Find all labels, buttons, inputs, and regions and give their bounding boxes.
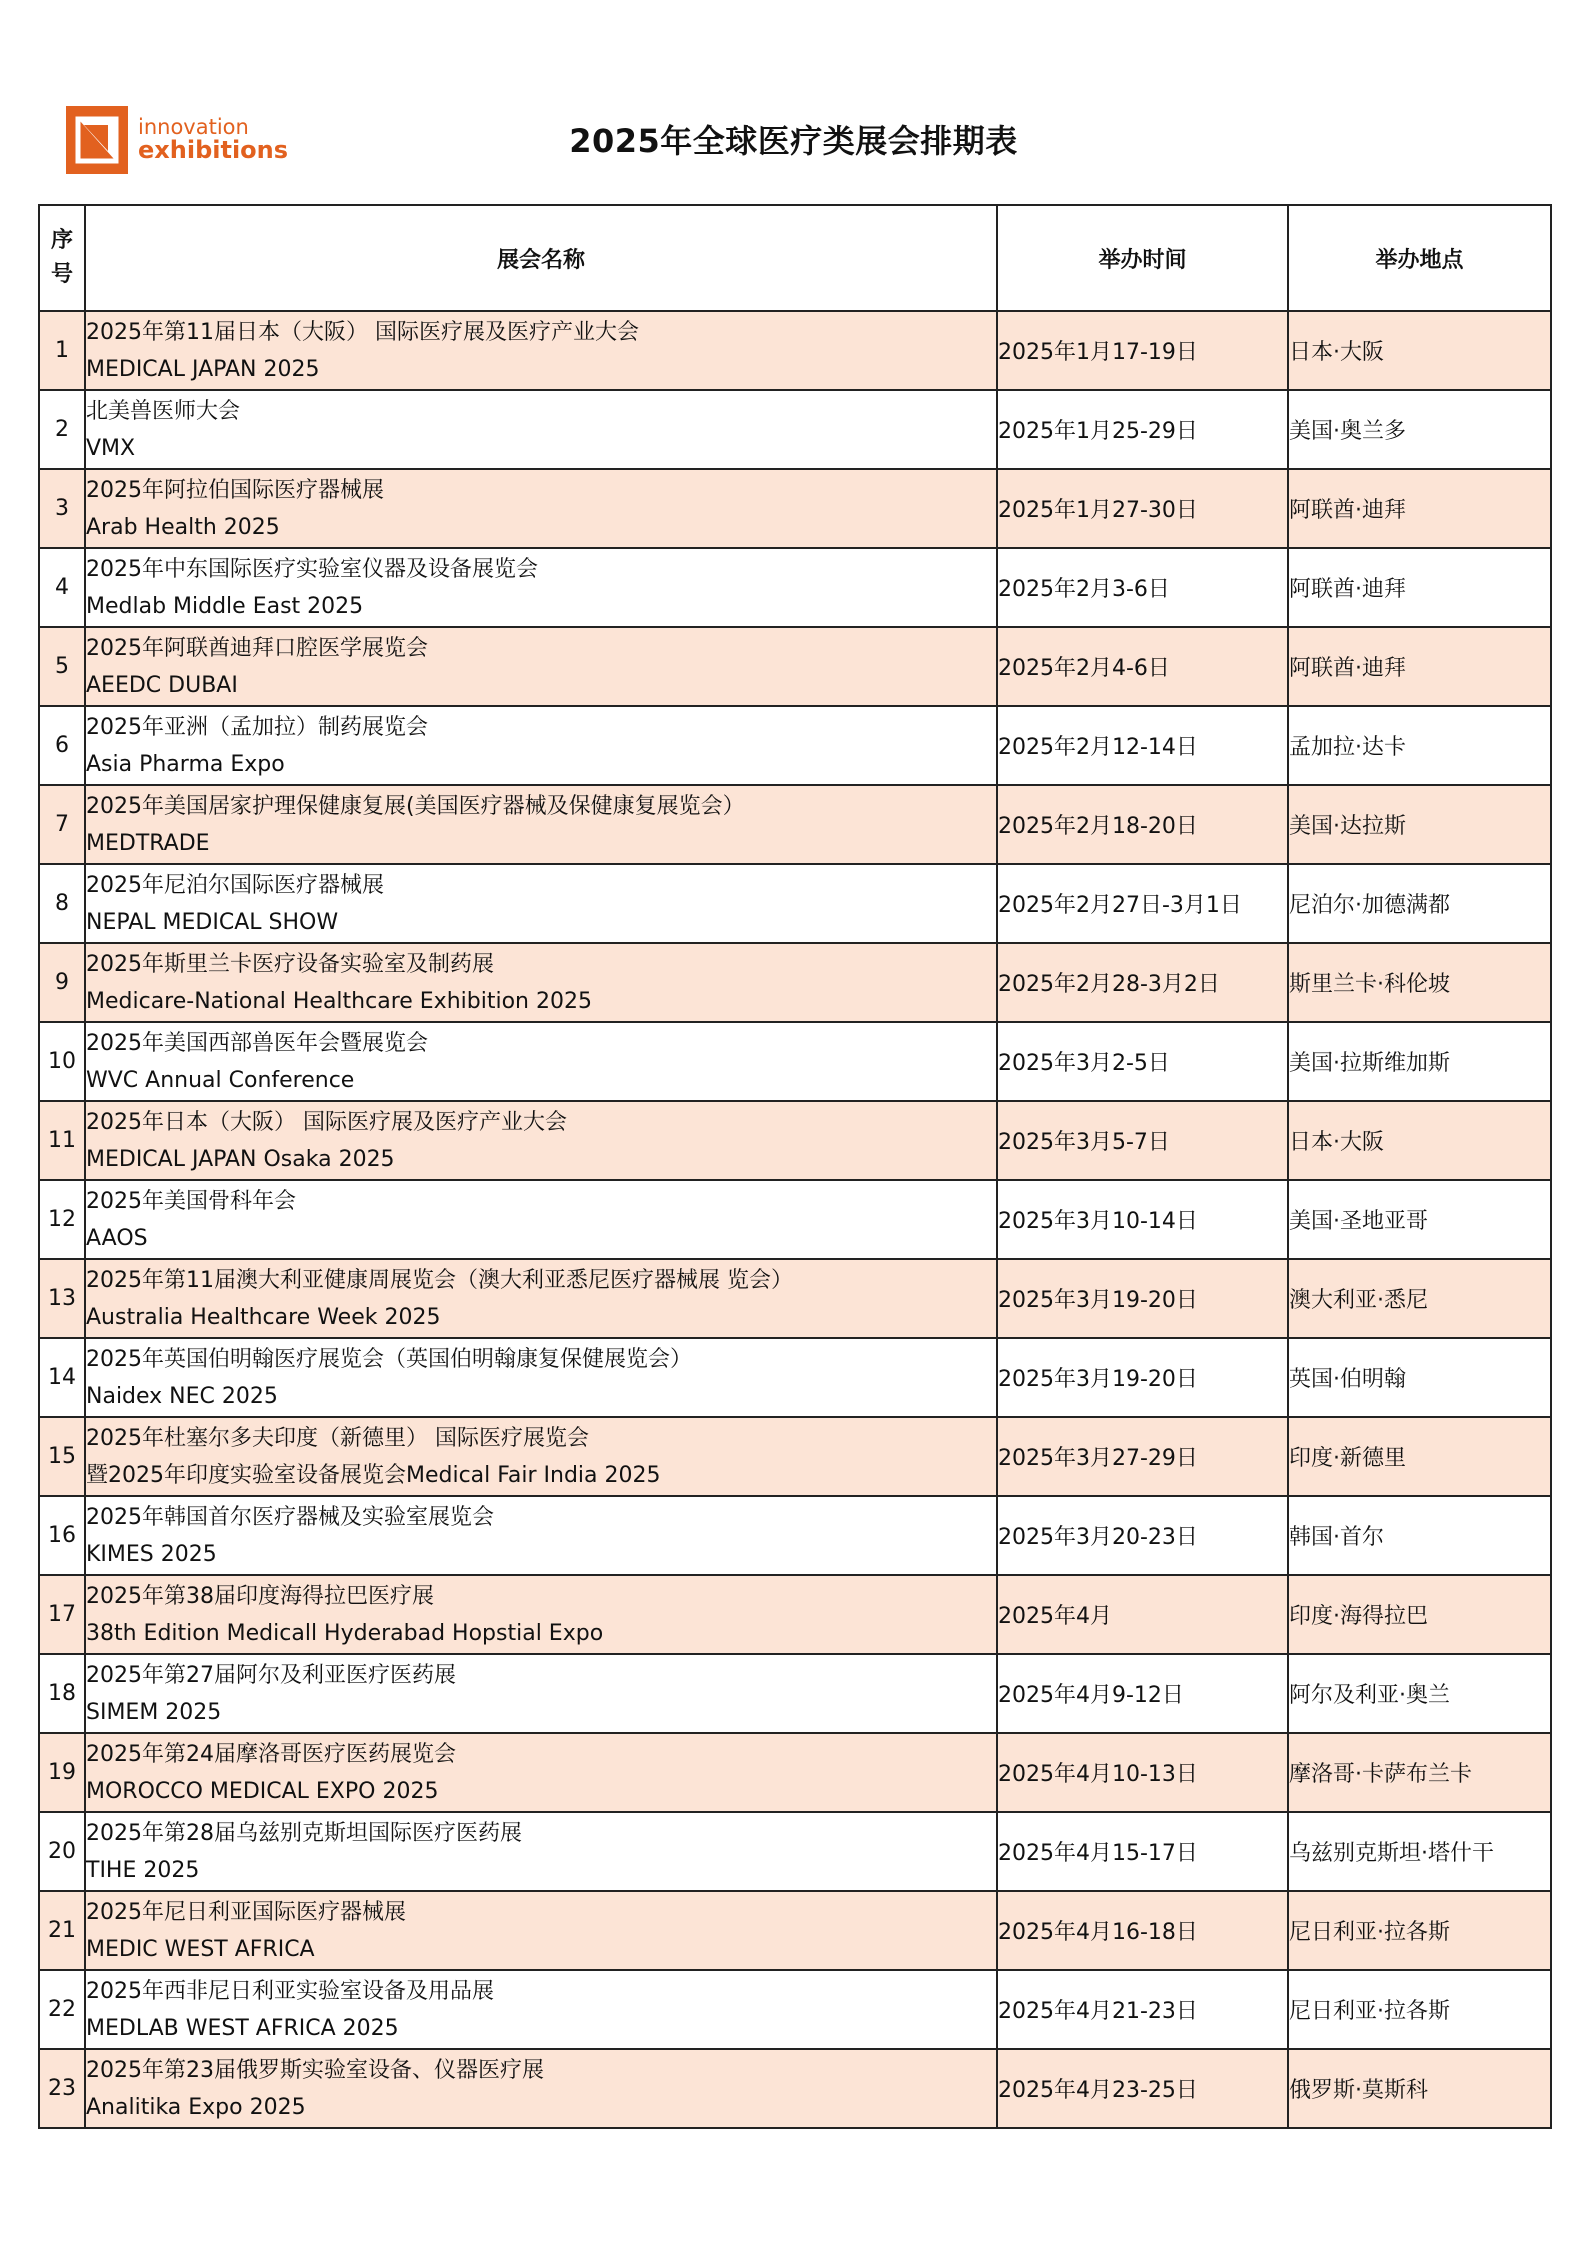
table-row [39, 1338, 1551, 1417]
exhibition-name-english: AEEDC DUBAI [86, 672, 238, 698]
table-row [39, 1733, 1551, 1812]
row-serial-number: 12 [39, 1180, 85, 1259]
row-venue: 英国·伯明翰 [1288, 1338, 1551, 1417]
row-serial-number: 1 [39, 311, 85, 390]
row-serial-number: 7 [39, 785, 85, 864]
row-serial-number: 16 [39, 1496, 85, 1575]
row-venue: 美国·圣地亚哥 [1288, 1180, 1551, 1259]
row-date: 2025年3月2-5日 [997, 1022, 1288, 1101]
row-venue: 日本·大阪 [1288, 1101, 1551, 1180]
document-title: 2025年全球医疗类展会排期表 [569, 122, 1018, 160]
header-date: 举办时间 [997, 205, 1288, 311]
row-date: 2025年4月10-13日 [997, 1733, 1288, 1812]
table-body [39, 311, 1551, 2128]
row-venue: 乌兹别克斯坦·塔什干 [1288, 1812, 1551, 1891]
row-serial-number: 6 [39, 706, 85, 785]
row-venue: 阿联酋·迪拜 [1288, 548, 1551, 627]
exhibition-name-english: Australia Healthcare Week 2025 [86, 1304, 441, 1330]
exhibition-name-chinese: 2025年日本（大阪） 国际医疗展及医疗产业大会 [86, 1109, 567, 1135]
exhibition-name-chinese: 2025年阿联酋迪拜口腔医学展览会 [86, 635, 428, 661]
row-venue: 斯里兰卡·科伦坡 [1288, 943, 1551, 1022]
row-serial-number: 22 [39, 1970, 85, 2049]
exhibition-name-chinese: 2025年阿拉伯国际医疗器械展 [86, 477, 384, 503]
row-date: 2025年2月27日-3月1日 [997, 864, 1288, 943]
row-exhibition-name [85, 864, 997, 943]
exhibition-name-english: Medlab Middle East 2025 [86, 593, 364, 619]
row-serial-number: 5 [39, 627, 85, 706]
row-exhibition-name [85, 548, 997, 627]
exhibition-name-chinese: 2025年西非尼日利亚实验室设备及用品展 [86, 1978, 494, 2004]
exhibition-name-english: Analitika Expo 2025 [86, 2094, 306, 2120]
row-serial-number: 11 [39, 1101, 85, 1180]
row-exhibition-name [85, 706, 997, 785]
header-venue: 举办地点 [1288, 205, 1551, 311]
row-exhibition-name [85, 1338, 997, 1417]
exhibition-name-english: SIMEM 2025 [86, 1699, 222, 1725]
row-venue: 尼日利亚·拉各斯 [1288, 1891, 1551, 1970]
exhibition-name-english: AAOS [86, 1225, 148, 1251]
row-serial-number: 20 [39, 1812, 85, 1891]
row-date: 2025年3月27-29日 [997, 1417, 1288, 1496]
row-serial-number: 4 [39, 548, 85, 627]
row-serial-number: 19 [39, 1733, 85, 1812]
table-row [39, 1180, 1551, 1259]
row-serial-number: 23 [39, 2049, 85, 2128]
row-date: 2025年4月21-23日 [997, 1970, 1288, 2049]
exhibition-name-english: MOROCCO MEDICAL EXPO 2025 [86, 1778, 439, 1804]
table-row [39, 1970, 1551, 2049]
exhibition-name-chinese: 2025年第28届乌兹别克斯坦国际医疗医药展 [86, 1820, 522, 1846]
table-row [39, 1891, 1551, 1970]
row-date: 2025年2月18-20日 [997, 785, 1288, 864]
row-exhibition-name [85, 1733, 997, 1812]
row-date: 2025年1月17-19日 [997, 311, 1288, 390]
exhibition-name-english: MEDICAL JAPAN 2025 [86, 356, 320, 382]
row-venue: 日本·大阪 [1288, 311, 1551, 390]
logo-line-exhibitions: exhibitions [138, 136, 289, 165]
row-exhibition-name [85, 785, 997, 864]
row-date: 2025年1月27-30日 [997, 469, 1288, 548]
row-date: 2025年3月10-14日 [997, 1180, 1288, 1259]
exhibition-name-chinese: 2025年英国伯明翰医疗展览会（英国伯明翰康复保健展览会） [86, 1346, 692, 1372]
exhibition-name-chinese: 2025年杜塞尔多夫印度（新德里） 国际医疗展览会 [86, 1425, 589, 1451]
table-row [39, 2049, 1551, 2128]
row-exhibition-name [85, 1180, 997, 1259]
row-exhibition-name [85, 943, 997, 1022]
exhibition-name-chinese: 2025年美国居家护理保健康复展(美国医疗器械及保健康复展览会） [86, 793, 745, 819]
row-serial-number: 3 [39, 469, 85, 548]
table-row [39, 706, 1551, 785]
row-exhibition-name [85, 1496, 997, 1575]
exhibition-name-english: MEDICAL JAPAN Osaka 2025 [86, 1146, 395, 1172]
table-row [39, 785, 1551, 864]
row-serial-number: 9 [39, 943, 85, 1022]
row-date: 2025年3月19-20日 [997, 1259, 1288, 1338]
exhibition-name-english: NEPAL MEDICAL SHOW [86, 909, 339, 935]
row-serial-number: 18 [39, 1654, 85, 1733]
header-serial-number-label: 序 号 [50, 228, 73, 287]
exhibition-name-english: KIMES 2025 [86, 1541, 217, 1567]
row-serial-number: 13 [39, 1259, 85, 1338]
table-row [39, 627, 1551, 706]
exhibition-name-chinese: 2025年尼日利亚国际医疗器械展 [86, 1899, 406, 1925]
row-venue: 美国·拉斯维加斯 [1288, 1022, 1551, 1101]
exhibition-name-chinese: 2025年第27届阿尔及利亚医疗医药展 [86, 1662, 456, 1688]
exhibition-name-english: 暨2025年印度实验室设备展览会Medical Fair India 2025 [86, 1462, 661, 1488]
exhibition-name-english: WVC Annual Conference [86, 1067, 355, 1093]
row-venue: 俄罗斯·莫斯科 [1288, 2049, 1551, 2128]
table-row [39, 469, 1551, 548]
exhibition-name-english: Asia Pharma Expo [86, 751, 285, 777]
row-venue: 阿尔及利亚·奥兰 [1288, 1654, 1551, 1733]
row-serial-number: 15 [39, 1417, 85, 1496]
row-venue: 美国·达拉斯 [1288, 785, 1551, 864]
table-row [39, 311, 1551, 390]
row-date: 2025年4月9-12日 [997, 1654, 1288, 1733]
row-venue: 尼日利亚·拉各斯 [1288, 1970, 1551, 2049]
exhibition-name-english: VMX [86, 435, 136, 461]
row-exhibition-name [85, 2049, 997, 2128]
row-date: 2025年1月25-29日 [997, 390, 1288, 469]
row-exhibition-name [85, 1812, 997, 1891]
exhibition-name-english: Naidex NEC 2025 [86, 1383, 278, 1409]
exhibition-name-english: TIHE 2025 [86, 1857, 200, 1883]
exhibition-name-chinese: 2025年斯里兰卡医疗设备实验室及制药展 [86, 951, 494, 977]
exhibition-name-english: Medicare-National Healthcare Exhibition 2025 [86, 988, 592, 1014]
row-date: 2025年4月 [997, 1575, 1288, 1654]
row-date: 2025年2月4-6日 [997, 627, 1288, 706]
row-date: 2025年2月3-6日 [997, 548, 1288, 627]
exhibition-name-chinese: 2025年第11届日本（大阪） 国际医疗展及医疗产业大会 [86, 319, 639, 345]
exhibition-name-chinese: 2025年第38届印度海得拉巴医疗展 [86, 1583, 434, 1609]
row-exhibition-name [85, 1575, 997, 1654]
table-row [39, 1259, 1551, 1338]
header-serial-number [39, 205, 85, 311]
table-row [39, 1496, 1551, 1575]
exhibition-name-chinese: 2025年亚洲（孟加拉）制药展览会 [86, 714, 428, 740]
row-date: 2025年4月16-18日 [997, 1891, 1288, 1970]
exhibition-name-chinese: 2025年美国西部兽医年会暨展览会 [86, 1030, 428, 1056]
row-exhibition-name [85, 1970, 997, 2049]
logo-line-innovation: innovation [138, 115, 249, 140]
row-venue: 印度·海得拉巴 [1288, 1575, 1551, 1654]
row-exhibition-name [85, 1101, 997, 1180]
exhibition-name-chinese: 2025年韩国首尔医疗器械及实验室展览会 [86, 1504, 494, 1530]
row-serial-number: 2 [39, 390, 85, 469]
row-date: 2025年2月28-3月2日 [997, 943, 1288, 1022]
row-venue: 阿联酋·迪拜 [1288, 469, 1551, 548]
row-date: 2025年4月15-17日 [997, 1812, 1288, 1891]
exhibition-name-chinese: 2025年尼泊尔国际医疗器械展 [86, 872, 384, 898]
row-serial-number: 10 [39, 1022, 85, 1101]
row-exhibition-name [85, 390, 997, 469]
exhibition-schedule-table [38, 204, 1552, 2129]
row-venue: 美国·奥兰多 [1288, 390, 1551, 469]
row-venue: 摩洛哥·卡萨布兰卡 [1288, 1733, 1551, 1812]
row-date: 2025年3月19-20日 [997, 1338, 1288, 1417]
row-venue: 澳大利亚·悉尼 [1288, 1259, 1551, 1338]
row-serial-number: 21 [39, 1891, 85, 1970]
table-row [39, 1101, 1551, 1180]
table-row [39, 390, 1551, 469]
header-exhibition-name: 展会名称 [85, 205, 997, 311]
row-serial-number: 17 [39, 1575, 85, 1654]
exhibition-name-chinese: 2025年第11届澳大利亚健康周展览会（澳大利亚悉尼医疗器械展 览会） [86, 1267, 793, 1293]
exhibition-name-chinese: 2025年第23届俄罗斯实验室设备、仪器医疗展 [86, 2057, 544, 2083]
table-row [39, 1812, 1551, 1891]
row-exhibition-name [85, 311, 997, 390]
row-exhibition-name [85, 1259, 997, 1338]
row-exhibition-name [85, 1417, 997, 1496]
exhibition-name-chinese: 2025年美国骨科年会 [86, 1188, 296, 1214]
row-venue: 孟加拉·达卡 [1288, 706, 1551, 785]
row-venue: 印度·新德里 [1288, 1417, 1551, 1496]
row-venue: 尼泊尔·加德满都 [1288, 864, 1551, 943]
exhibition-name-english: 38th Edition Medicall Hyderabad Hopstial Expo [86, 1620, 604, 1646]
row-date: 2025年4月23-25日 [997, 2049, 1288, 2128]
table-row [39, 864, 1551, 943]
table-row [39, 1417, 1551, 1496]
table-row [39, 1022, 1551, 1101]
exhibition-name-english: MEDIC WEST AFRICA [86, 1936, 315, 1962]
table-row [39, 943, 1551, 1022]
exhibition-name-english: MEDLAB WEST AFRICA 2025 [86, 2015, 399, 2041]
row-serial-number: 14 [39, 1338, 85, 1417]
row-date: 2025年2月12-14日 [997, 706, 1288, 785]
exhibition-name-english: MEDTRADE [86, 830, 210, 856]
row-serial-number: 8 [39, 864, 85, 943]
table-row [39, 1654, 1551, 1733]
row-exhibition-name [85, 1654, 997, 1733]
exhibition-name-english: Arab Health 2025 [86, 514, 280, 540]
table-row [39, 1575, 1551, 1654]
row-date: 2025年3月20-23日 [997, 1496, 1288, 1575]
row-venue: 阿联酋·迪拜 [1288, 627, 1551, 706]
table-row [39, 548, 1551, 627]
exhibition-name-chinese: 北美兽医师大会 [86, 398, 241, 424]
exhibition-name-chinese: 2025年第24届摩洛哥医疗医药展览会 [86, 1741, 456, 1767]
row-date: 2025年3月5-7日 [997, 1101, 1288, 1180]
exhibition-name-chinese: 2025年中东国际医疗实验室仪器及设备展览会 [86, 556, 538, 582]
row-exhibition-name [85, 627, 997, 706]
row-exhibition-name [85, 1891, 997, 1970]
row-exhibition-name [85, 469, 997, 548]
table-header-row [39, 205, 1551, 311]
row-venue: 韩国·首尔 [1288, 1496, 1551, 1575]
row-exhibition-name [85, 1022, 997, 1101]
